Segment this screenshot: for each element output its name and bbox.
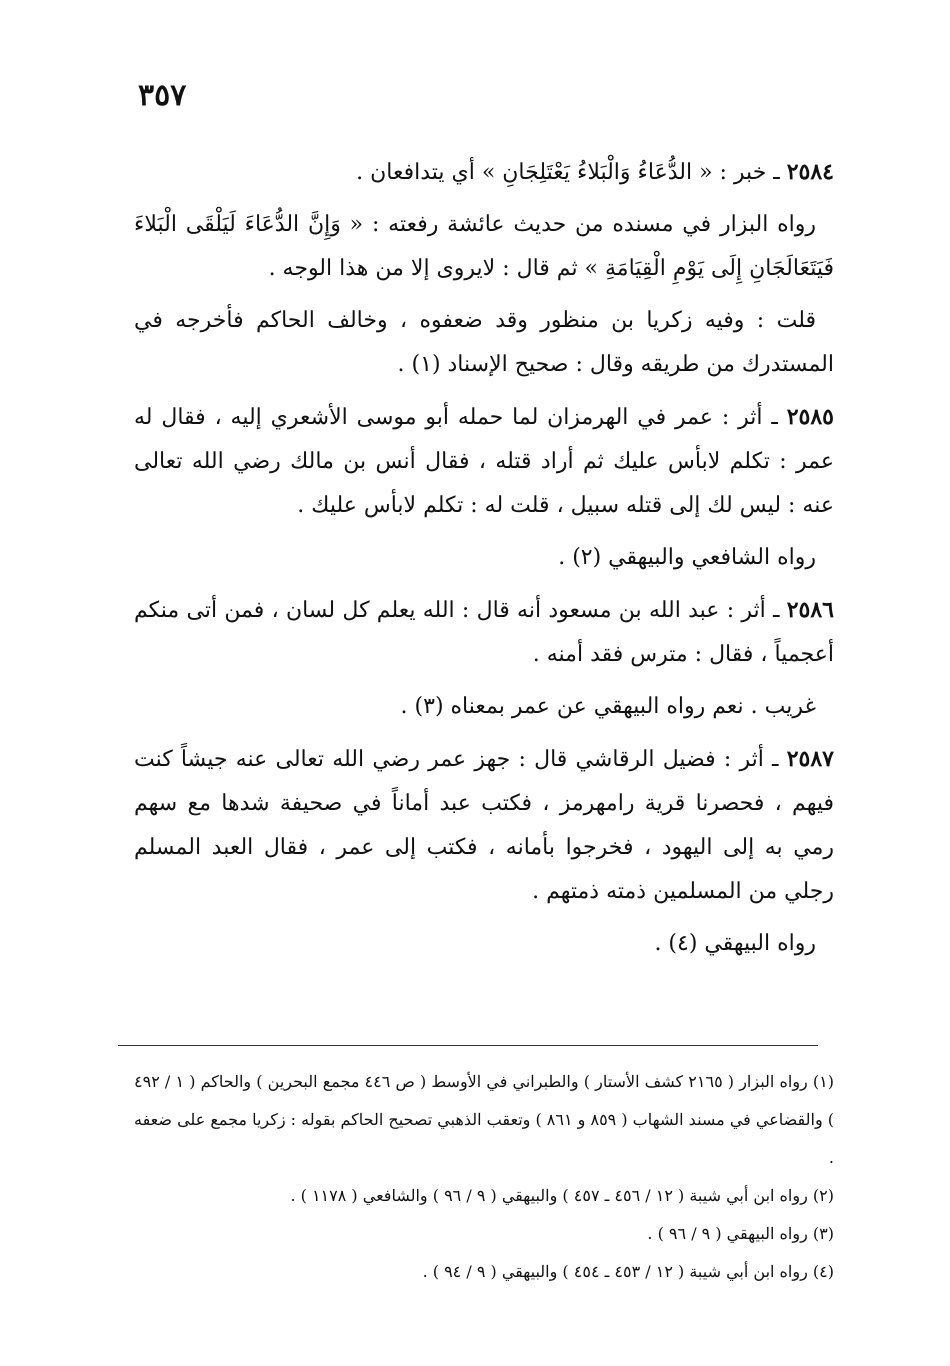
- footnote: (٢) رواه ابن أبي شيبة ( ١٢ / ٤٥٦ ـ ٤٥٧ ) والبيهقي ( ٩ / ٩٦ ) والشافعي ( ١١٧٨ ) .: [290, 1186, 834, 1205]
- entry-2586: [134, 588, 834, 677]
- footnote: (٣) رواه البيهقي ( ٩ / ٩٦ ) .: [647, 1224, 834, 1243]
- entry-2584: [134, 150, 834, 195]
- main-text: [134, 150, 834, 966]
- entry-text: ـ أثر : عبد الله بن مسعود أنه قال : الله يعلم كل لسان ، فمن أتى منكم أعجمياً ، فقال : مترس فقد أمنه .: [134, 598, 834, 667]
- entry-2585: [134, 395, 834, 528]
- entry-text: ـ أثر : عمر في الهرمزان لما حمله أبو موسى الأشعري إليه ، فقال له عمر : تكلم لابأس عليك ثم أراد قتله ، فقال أنس بن مالك رضي الله تعالى عنه : ليس لك إلى قتله سبيل ، قلت له : تكلم لابأس عليك .: [134, 405, 834, 518]
- paragraph-text: قلت : وفيه زكريا بن منظور وقد ضعفوه ، وخالف الحاكم فأخرجه في المستدرك من طريقه وقال : صحيح الإسناد (١) .: [134, 308, 834, 377]
- paragraph-text: غريب . نعم رواه البيهقي عن عمر بمعناه (٣) .: [400, 694, 816, 719]
- entry-text: ـ أثر : فضيل الرقاشي قال : جهز عمر رضي الله تعالى عنه جيشاً كنت فيهم ، فحصرنا قرية رامهرمز ، فكتب عبد أماناً في صحيفة شدها مع سهم رمي به إلى اليهود ، فخرجوا بأمانه ، فكتب إلى عمر ، فقال العبد المسلم رجلي من المسلمين ذمته ذمتهم .: [134, 747, 834, 904]
- entry-2587: [134, 737, 834, 914]
- footnote-divider: [118, 1045, 818, 1046]
- entry-number: ٢٥٨٧: [786, 746, 834, 772]
- footnotes: [134, 1063, 834, 1291]
- paragraph: [134, 536, 834, 580]
- entry-number: ٢٥٨٦: [786, 597, 834, 623]
- paragraph-text: رواه البيهقي (٤) .: [654, 931, 816, 956]
- entry-text: ـ خبر : « الدُّعَاءُ وَالْبَلاءُ يَعْتَلِجَانِ » أي يتدافعان .: [356, 160, 787, 185]
- paragraph-text: رواه البزار في مسنده من حديث عائشة رفعته : « وَإِنَّ الدُّعَاءَ لَيَلْقَى الْبَلاءَ فَيَتَعَالَجَانِ إِلَى يَوْمِ الْقِيَامَةِ » ثم قال : لايروى إلا من هذا الوجه .: [134, 212, 834, 281]
- paragraph: [134, 922, 834, 966]
- paragraph-text: رواه الشافعي والبيهقي (٢) .: [558, 545, 816, 570]
- paragraph: [134, 203, 834, 291]
- entry-number: ٢٥٨٤: [786, 159, 834, 185]
- entry-number: ٢٥٨٥: [786, 404, 834, 430]
- paragraph: [134, 299, 834, 387]
- page-number: ٣٥٧: [138, 78, 187, 113]
- footnote: (٤) رواه ابن أبي شيبة ( ١٢ / ٤٥٣ ـ ٤٥٤ ) والبيهقي ( ٩ / ٩٤ ) .: [422, 1262, 834, 1281]
- paragraph: [134, 685, 834, 729]
- footnote: (١) رواه البزار ( ٢١٦٥ كشف الأستار ) والطبراني في الأوسط ( ص ٤٤٦ مجمع البحرين ) والحاكم ( ١ / ٤٩٢ ) والقضاعي في مسند الشهاب ( ٨٥٩ و ٨٦١ ) وتعقب الذهبي تصحيح الحاكم بقوله : زكريا مجمع على ضعفه .: [134, 1072, 834, 1167]
